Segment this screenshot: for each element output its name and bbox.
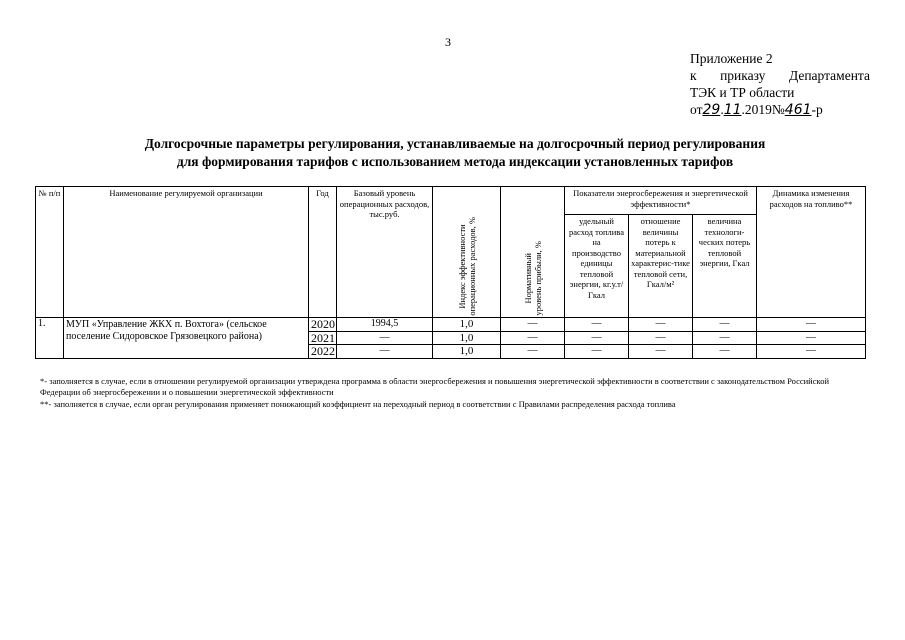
header-row-1 (36, 187, 866, 215)
header-eff-index-cell (433, 187, 501, 318)
parameters-table (35, 186, 866, 359)
date-day: 29 (702, 102, 721, 118)
header-year: Год (309, 187, 337, 318)
row-base: — (337, 331, 433, 345)
row-base: 1994,5 (337, 318, 433, 332)
date-month: 11 (723, 102, 742, 118)
row-loss-ratio: — (629, 331, 693, 345)
row-year: 2020 (309, 318, 337, 332)
appendix-to: к (690, 68, 697, 83)
appendix-block (690, 50, 870, 119)
appendix-order-word: приказу (720, 68, 766, 83)
row-dynamics: — (757, 331, 866, 345)
appendix-order-line (690, 67, 870, 84)
row-loss-ratio: — (629, 318, 693, 332)
row-base: — (337, 345, 433, 359)
order-suffix: -р (811, 102, 823, 117)
header-num: № п/п (36, 187, 64, 318)
row-profit: — (501, 345, 565, 359)
table-row (36, 318, 866, 332)
header-profit-cell (501, 187, 565, 318)
row-eff: 1,0 (433, 331, 501, 345)
row-fuel: — (565, 331, 629, 345)
header-loss-value: величина технологи-ческих потерь тепловой энергии, Гкал (693, 215, 757, 318)
appendix-department: Департамента (788, 68, 870, 83)
appendix-authority: ТЭК и ТР области (690, 85, 795, 100)
header-eff-index: Индекс эффективности операционных расходов, % (456, 217, 477, 316)
row-org: МУП «Управление ЖКХ п. Вохтога» (сельское поселение Сидоровское Грязовецкого района) (64, 318, 309, 359)
row-dynamics: — (757, 345, 866, 359)
header-fuel: удельный расход топлива на производство единицы тепловой энергии, кг.у.т/Гкал (565, 215, 629, 318)
row-profit: — (501, 318, 565, 332)
title-line-2: для формирования тарифов с использованием метода индексации установленных тарифов (176, 154, 734, 169)
row-num: 1. (36, 318, 64, 359)
row-dynamics: — (757, 318, 866, 332)
header-loss-ratio: отношение величины потерь к материальной характерис-тике тепловой сети, Гкал/м² (629, 215, 693, 318)
footnote-1: *- заполняется в случае, если в отношении регулируемой организации утверждена программа в области энергосбережения и повышения энергетической эффективности в соответствии с законодательством Российской Федерации об энергосбережении и о повышении энергетической эффективности (40, 376, 829, 397)
appendix-date-line (690, 101, 870, 119)
row-profit: — (501, 331, 565, 345)
document-title (40, 135, 870, 171)
header-dynamics: Динамика изменения расходов на топливо** (757, 187, 866, 318)
row-year: 2022 (309, 345, 337, 359)
header-base-level: Базовый уровень операционных расходов, тыс.руб. (337, 187, 433, 318)
row-fuel: — (565, 318, 629, 332)
row-eff: 1,0 (433, 318, 501, 332)
row-loss-value: — (693, 345, 757, 359)
row-loss-ratio: — (629, 345, 693, 359)
row-fuel: — (565, 345, 629, 359)
footnote-2: **- заполняется в случае, если орган регулирования применяет понижающий коэффициент на переходный период в соответствии с Правилами распределения расхода топлива (40, 399, 676, 409)
row-loss-value: — (693, 318, 757, 332)
row-year: 2021 (309, 331, 337, 345)
row-eff: 1,0 (433, 345, 501, 359)
footnotes (40, 376, 865, 411)
order-number: 461 (784, 102, 812, 118)
page-number: 3 (445, 35, 451, 49)
date-year: .2019№ (741, 102, 785, 117)
header-org: Наименование регулируемой организации (64, 187, 309, 318)
date-prefix: от (690, 102, 703, 117)
row-loss-value: — (693, 331, 757, 345)
date-sep: . (720, 102, 724, 117)
appendix-title: Приложение 2 (690, 51, 773, 66)
title-line-1: Долгосрочные параметры регулирования, устанавливаемые на долгосрочный период регулирования (144, 136, 766, 151)
header-profit: Нормативный уровень прибыли, % (522, 241, 543, 316)
header-energy-group: Показатели энергосбережения и энергетической эффективности* (565, 187, 757, 215)
